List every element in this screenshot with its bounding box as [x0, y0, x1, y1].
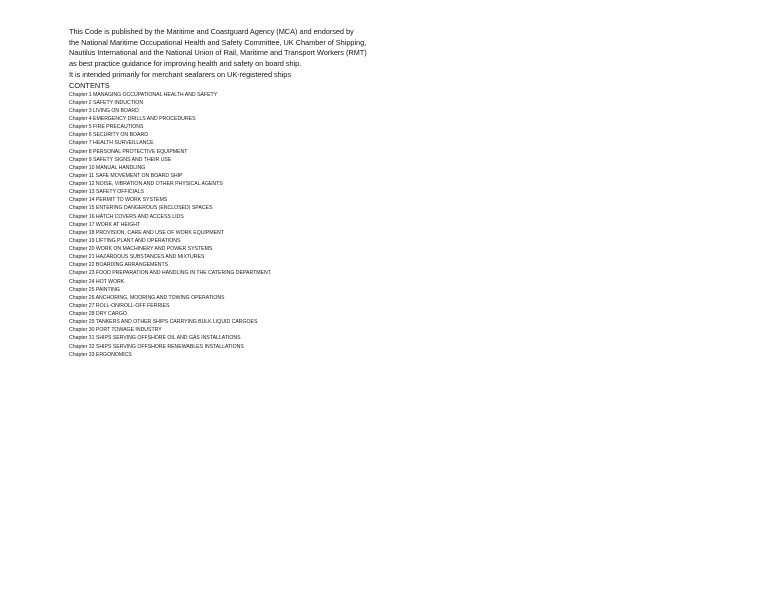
table-of-contents — [69, 91, 409, 359]
toc-chapter-entry: Chapter 29 TANKERS AND OTHER SHIPS CARRYING BULK LIQUID CARGOES — [69, 319, 258, 326]
toc-chapter-entry: Chapter 15 ENTERING DANGEROUS (ENCLOSED) SPACES — [69, 205, 213, 212]
toc-chapter-entry: Chapter 1 MANAGING OCCUPATIONAL HEALTH AND SAFETY — [69, 91, 218, 98]
toc-chapter-entry: Chapter 6 SECURITY ON BOARD — [69, 132, 148, 139]
toc-chapter-entry: Chapter 18 PROVISION, CARE AND USE OF WORK EQUIPMENT — [69, 229, 224, 236]
toc-chapter-entry: Chapter 31 SHIPS SERVING OFFSHORE OIL AND GAS INSTALLATIONS — [69, 335, 241, 342]
toc-chapter-entry: Chapter 13 SAFETY OFFICIALS — [69, 189, 144, 196]
intro-paragraph — [69, 27, 409, 81]
toc-chapter-entry: Chapter 24 HOT WORK — [69, 278, 125, 285]
toc-chapter-entry: Chapter 26 ANCHORING, MOORING AND TOWING OPERATIONS — [69, 294, 225, 301]
toc-chapter-entry: Chapter 3 LIVING ON BOARD — [69, 107, 139, 114]
toc-chapter-entry: Chapter 2 SAFETY INDUCTION — [69, 99, 144, 106]
toc-chapter-entry: Chapter 23 FOOD PREPARATION AND HANDLING IN THE CATERING DEPARTMENT — [69, 270, 271, 277]
toc-chapter-entry: Chapter 20 WORK ON MACHINERY AND POWER SYSTEMS — [69, 246, 213, 253]
toc-chapter-entry: Chapter 27 ROLL-ON/ROLL-OFF FERRIES — [69, 302, 170, 309]
toc-chapter-entry: Chapter 10 MANUAL HANDLING — [69, 164, 146, 171]
toc-chapter-entry: Chapter 12 NOISE, VIBRATION AND OTHER PHYSICAL AGENTS — [69, 181, 223, 188]
toc-chapter-entry: Chapter 8 PERSONAL PROTECTIVE EQUIPMENT — [69, 148, 188, 155]
intro-line: Nautilus International and the National Union of Rail, Maritime and Transport Workers (RMT) — [69, 48, 367, 58]
toc-chapter-entry: Chapter 32 SHIPS SERVING OFFSHORE RENEWABLES INSTALLATIONS — [69, 343, 244, 350]
intro-line: the National Maritime Occupational Health and Safety Committee, UK Chamber of Shipping, — [69, 37, 367, 47]
toc-chapter-entry: Chapter 17 WORK AT HEIGHT — [69, 221, 141, 228]
toc-chapter-entry: Chapter 14 PERMIT TO WORK SYSTEMS — [69, 197, 168, 204]
toc-chapter-entry: Chapter 25 PAINTING — [69, 286, 120, 293]
contents-heading: CONTENTS — [69, 80, 110, 90]
toc-chapter-entry: Chapter 16 HATCH COVERS AND ACCESS LIDS — [69, 213, 184, 220]
intro-line: It is intended primarily for merchant seafarers on UK-registered ships — [69, 69, 292, 79]
toc-chapter-entry: Chapter 4 EMERGENCY DRILLS AND PROCEDURES — [69, 116, 196, 123]
toc-chapter-entry: Chapter 7 HEALTH SURVEILLANCE — [69, 140, 154, 147]
toc-chapter-entry: Chapter 9 SAFETY SIGNS AND THEIR USE — [69, 156, 172, 163]
toc-chapter-entry: Chapter 19 LIFTING PLANT AND OPERATIONS — [69, 237, 181, 244]
toc-chapter-entry: Chapter 28 DRY CARGO — [69, 311, 127, 318]
intro-line: This Code is published by the Maritime and Coastguard Agency (MCA) and endorsed by — [69, 27, 354, 36]
toc-chapter-entry: Chapter 11 SAFE MOVEMENT ON BOARD SHIP — [69, 172, 183, 179]
document-content — [69, 27, 409, 359]
intro-line: as best practice guidance for improving health and safety on board ship. — [69, 59, 302, 69]
toc-chapter-entry: Chapter 33 ERGONOMICS — [69, 351, 132, 358]
toc-chapter-entry: Chapter 21 HAZARDOUS SUBSTANCES AND MIXTURES — [69, 254, 205, 261]
toc-chapter-entry: Chapter 5 FIRE PRECAUTIONS — [69, 124, 144, 131]
toc-chapter-entry: Chapter 22 BOARDING ARRANGEMENTS — [69, 262, 169, 269]
toc-chapter-entry: Chapter 30 PORT TOWAGE INDUSTRY — [69, 327, 162, 334]
